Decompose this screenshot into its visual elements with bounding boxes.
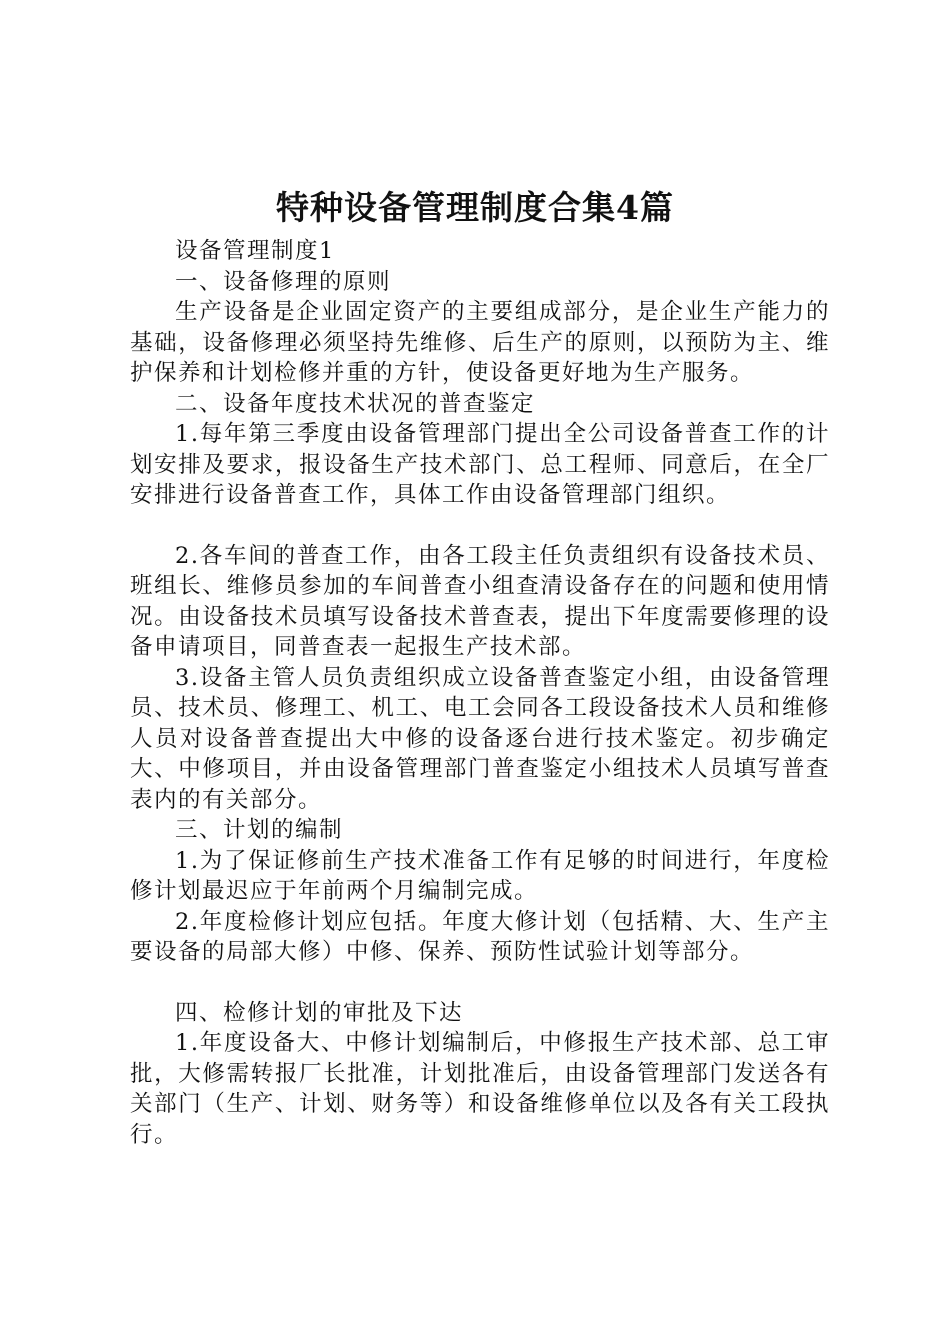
paragraph: 3.设备主管人员负责组织成立设备普查鉴定小组，由设备管理员、技术员、修理工、机工、电工会同各工段设备技术人员和维修人员对设备普查提出大中修的设备逐台进行技术鉴定。初步确定大、中修项目，并由设备管理部门普查鉴定小组技术人员填写普查表内的有关部分。 bbox=[130, 664, 830, 813]
section-heading: 三、计划的编制 bbox=[175, 817, 344, 843]
paragraph: 1.年度设备大、中修计划编制后，中修报生产技术部、总工审批，大修需转报厂长批准，计划批准后，由设备管理部门发送各有关部门（生产、计划、财务等）和设备维修单位以及各有关工段执行。 bbox=[130, 1030, 830, 1148]
paragraph: 2.年度检修计划应包括。年度大修计划（包括精、大、生产主要设备的局部大修）中修、保养、预防性试验计划等部分。 bbox=[130, 908, 830, 965]
section-heading: 二、设备年度技术状况的普查鉴定 bbox=[175, 390, 536, 417]
paragraph: 生产设备是企业固定资产的主要组成部分，是企业生产能力的基础，设备修理必须坚持先维修、后生产的原则，以预防为主、维护保养和计划检修并重的方针，使设备更好地为生产服务。 bbox=[130, 299, 830, 386]
paragraph: 1.为了保证修前生产技术准备工作有足够的时间进行，年度检修计划最迟应于年前两个月编制完成。 bbox=[130, 847, 830, 904]
document-title: 特种设备管理制度合集4篇 bbox=[276, 188, 674, 227]
section-heading: 四、检修计划的审批及下达 bbox=[175, 999, 464, 1026]
section-heading: 一、设备修理的原则 bbox=[175, 268, 392, 295]
paragraph: 1.每年第三季度由设备管理部门提出全公司设备普查工作的计划安排及要求，报设备生产技术部门、总工程师、同意后，在全厂安排进行设备普查工作，具体工作由设备管理部门组织。 bbox=[130, 421, 830, 508]
paragraph: 2.各车间的普查工作，由各工段主任负责组织有设备技术员、班组长、维修员参加的车间普查小组查清设备存在的问题和使用情况。由设备技术员填写设备技术普查表，提出下年度需要修理的设备申请项目，同普查表一起报生产技术部。 bbox=[130, 542, 830, 660]
section-heading: 设备管理制度1 bbox=[175, 238, 335, 264]
document-body bbox=[130, 236, 830, 1150]
